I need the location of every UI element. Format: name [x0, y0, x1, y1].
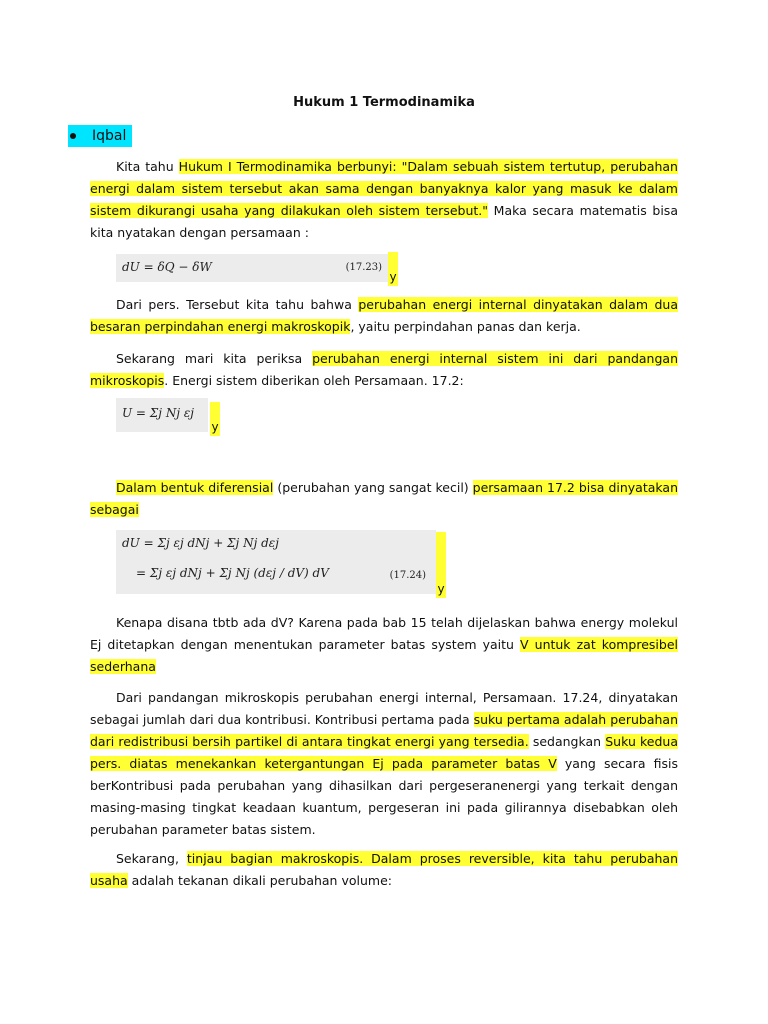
eq2-mark: y [210, 402, 220, 436]
p7-text-c: adalah tekanan dikali perubahan volume: [127, 873, 392, 888]
eq3-line1: dU = Σj εj dNj + Σj Nj dεj [122, 536, 279, 550]
equation-17-24 [116, 530, 436, 594]
p7-highlight: tinjau bagian makroskopis. Dalam proses reversible, kita tahu perubahan usaha [90, 851, 678, 888]
p6-highlight-b: suku pertama adalah perubahan dari redistribusi bersih partikel di antara tingkat energi yang tersedia. [90, 712, 678, 749]
bullet-item [68, 125, 132, 147]
paragraph-2 [90, 294, 678, 338]
p3-highlight: perubahan energi internal sistem ini dari pandangan mikroskopis [90, 351, 678, 388]
p4-highlight-a: Dalam bentuk diferensial [116, 480, 274, 495]
p3-text-c: . Energi sistem diberikan oleh Persamaan. 17.2: [164, 373, 464, 388]
p3-text-a: Sekarang mari kita periksa [116, 351, 313, 366]
p6-text-a: Dari pandangan mikroskopis perubahan energi internal, Persamaan. 17.24, dinyatakan sebagai jumlah dari dua kontribusi. Kontribusi pertama pada [90, 690, 678, 727]
paragraph-7 [90, 848, 678, 892]
paragraph-3 [90, 348, 678, 392]
paragraph-6 [90, 687, 678, 841]
eq1-number: (17.23) [345, 262, 382, 273]
document-title: Hukum 1 Termodinamika [293, 95, 475, 110]
eq3-mark: y [436, 532, 446, 598]
eq1-mark: y [388, 252, 398, 286]
p5-highlight: V untuk zat kompresibel sederhana [90, 637, 678, 674]
p1-highlight: Hukum I Termodinamika berbunyi: "Dalam sebuah sistem tertutup, perubahan energi dalam sistem tersebut akan sama dengan banyaknya kalor yang masuk ke dalam sistem dikurangi usaha yang dilakukan oleh sistem tersebut." [90, 159, 678, 218]
equation-17-2 [116, 398, 208, 432]
equation-17-23 [116, 254, 388, 282]
p6-text-c: sedangkan [528, 734, 606, 749]
bullet-dot-icon [70, 133, 76, 139]
eq3-line2: = Σj εj dNj + Σj Nj (dεj / dV) dV [136, 566, 329, 580]
p6-highlight-d: Suku kedua pers. diatas menekankan ketergantungan Ej pada parameter batas V [90, 734, 679, 771]
paragraph-4 [90, 477, 678, 521]
p1-text-c: Maka secara matematis bisa kita nyatakan dengan persamaan : [90, 203, 678, 240]
bullet-label: Iqbal [92, 128, 127, 144]
eq3-number: (17.24) [389, 570, 426, 581]
p2-text-c: , yaitu perpindahan panas dan kerja. [350, 319, 581, 334]
p6-text-e: yang secara fisis berKontribusi pada perubahan yang dihasilkan dari pergeseranenergi yang terkait dengan masing-masing tingkat keadaan kuantum, pergeseran ini pada gilirannya disebabkan oleh perubahan parameter batas sistem. [90, 756, 678, 837]
p1-text-a: Kita tahu [116, 159, 179, 174]
p5-text-a: Kenapa disana tbtb ada dV? Karena pada bab 15 telah dijelaskan bahwa energy molekul Ej ditetapkan dengan menentukan parameter batas system yaitu [90, 615, 678, 652]
eq2-formula: U = Σj Nj εj [122, 406, 195, 420]
p4-highlight-c: persamaan 17.2 bisa dinyatakan sebagai [90, 480, 678, 517]
p4-text-b: (perubahan yang sangat kecil) [273, 480, 473, 495]
paragraph-5 [90, 612, 678, 678]
eq1-formula: dU = δQ − δW [122, 260, 212, 274]
p7-text-a: Sekarang, [116, 851, 187, 866]
paragraph-1 [90, 156, 678, 244]
p2-text-a: Dari pers. Tersebut kita tahu bahwa [116, 297, 359, 312]
p2-highlight: perubahan energi internal dinyatakan dalam dua besaran perpindahan energi makroskopik [90, 297, 678, 334]
